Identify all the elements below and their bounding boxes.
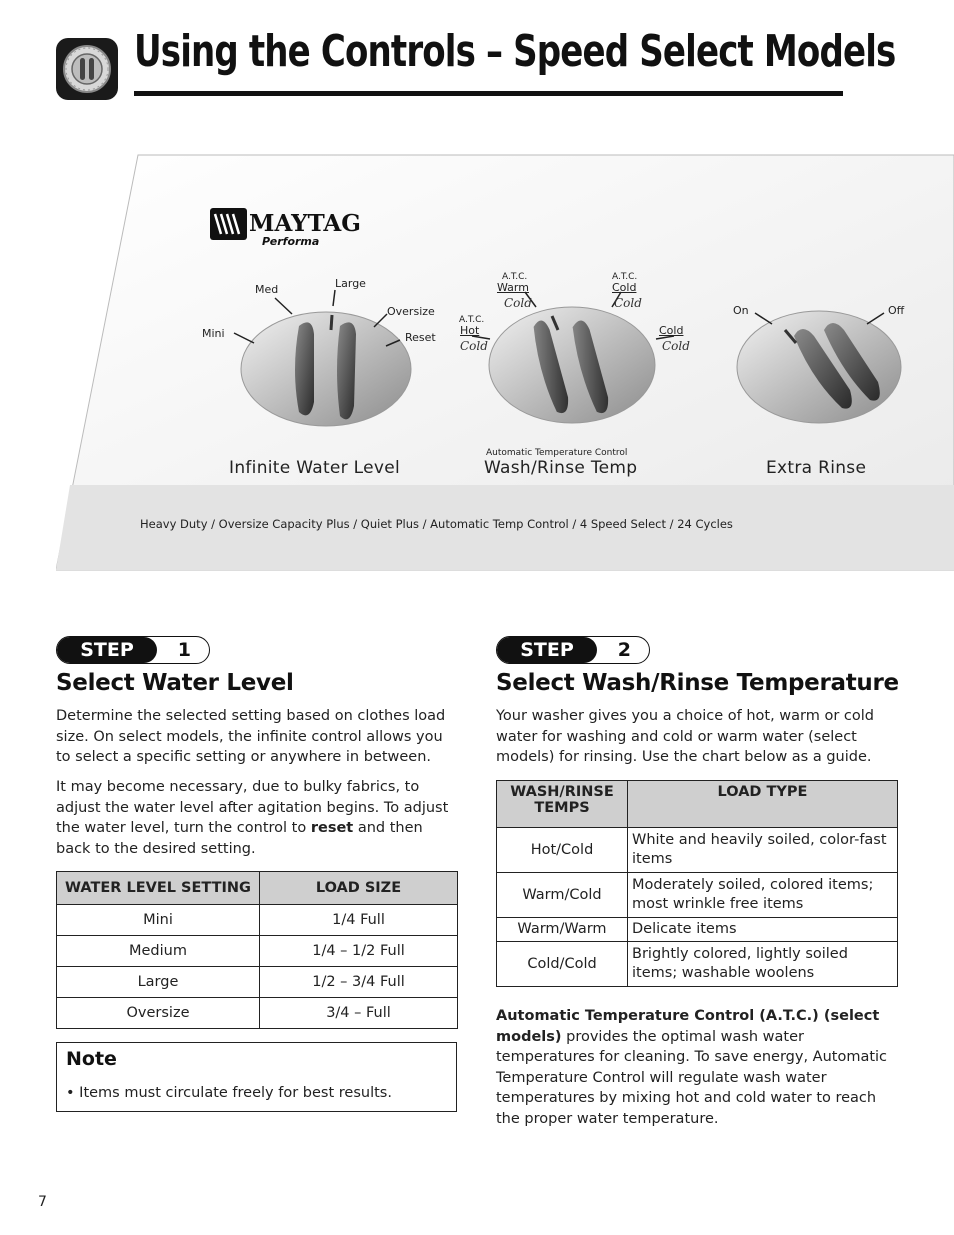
step1-word: STEP [57, 637, 157, 663]
table-row [497, 918, 898, 942]
table-header: LOAD TYPE [628, 781, 898, 828]
step1-number: 1 [177, 639, 191, 661]
table-cell: Cold/Cold [497, 942, 628, 987]
note-item: • Items must circulate freely for best results. [66, 1085, 392, 1101]
table-row [57, 905, 458, 936]
water-label-mini: Mini [202, 327, 225, 340]
step2-badge [496, 636, 650, 664]
step2-paragraph-1: Your washer gives you a choice of hot, warm or cold water for washing and cold or warm water (select models) for rinsing. Use the chart below as a guide. [496, 708, 875, 765]
atc-label-hot: A.T.C. [459, 315, 485, 325]
table-cell: 1/4 – 1/2 Full [260, 936, 458, 967]
table-header: LOAD SIZE [260, 872, 458, 905]
table-cell: Delicate items [628, 918, 898, 942]
washer-dial-icon [56, 38, 118, 100]
step2-word: STEP [497, 637, 597, 663]
step1-badge [56, 636, 210, 664]
water-label-med: Med [255, 283, 279, 296]
reset-emphasis: reset [310, 820, 354, 836]
table-cell: Medium [57, 936, 260, 967]
table-cell: 1/4 Full [260, 905, 458, 936]
table-cell: Oversize [57, 998, 260, 1029]
rinse-label-off: Off [888, 304, 905, 317]
step1-title: Select Water Level [56, 670, 294, 696]
atc-caption: Automatic Temperature Control [486, 448, 628, 458]
table-header-row [497, 781, 898, 828]
title-rule [134, 91, 843, 96]
table-row [57, 967, 458, 998]
water-label-reset: Reset [405, 331, 436, 344]
wash-rinse-table [496, 780, 898, 987]
table-cell: Warm/Cold [497, 873, 628, 918]
atc-emphasis: Automatic Temperature Control (A.T.C.) (select models) [496, 1008, 880, 1045]
atc-label-warm: A.T.C. [502, 272, 528, 282]
step2-title: Select Wash/Rinse Temperature [496, 670, 899, 696]
model-name: Performa [262, 235, 320, 248]
note-title: Note [66, 1048, 117, 1070]
step1-paragraph-1: Determine the selected setting based on clothes load size. On select models, the infinite control allows you to select a specific setting or anywhere in between. [56, 708, 446, 765]
rinse-label-on: On [733, 304, 749, 317]
table-row [497, 873, 898, 918]
table-row [497, 942, 898, 987]
table-cell: Brightly colored, lightly soiled items; washable woolens [628, 942, 898, 987]
atc-paragraph: Automatic Temperature Control (A.T.C.) (select models) provides the optimal wash water temperatures for cleaning. To save energy, Automatic Temperature Control will regulate wash water temperatures by mixing hot and cold water to reach the proper water temperature. [496, 1008, 888, 1127]
page-title: Using the Controls – Speed Select Models [134, 26, 896, 77]
temp-script-warm-cold: Cold [504, 296, 532, 310]
table-cell: Warm/Warm [497, 918, 628, 942]
temp-label-warm: Warm [497, 281, 529, 294]
table-row [57, 936, 458, 967]
step2-number: 2 [617, 639, 631, 661]
temp-label-cold-right: Cold [659, 324, 684, 337]
temp-script-cold-right: Cold [662, 339, 690, 353]
water-label-large: Large [335, 277, 366, 290]
step1-paragraph-2: It may become necessary, due to bulky fabrics, to adjust the water level after agitation begins. To adjust the water level, turn the control to reset and then back to the desired setting. [56, 779, 449, 857]
table-cell: Large [57, 967, 260, 998]
atc-label-cold: A.T.C. [612, 272, 638, 282]
note-box [56, 1042, 457, 1112]
table-row [497, 828, 898, 873]
table-header: WASH/RINSE TEMPS [497, 781, 628, 828]
table-cell: Mini [57, 905, 260, 936]
rinse-dial-title: Extra Rinse [766, 458, 867, 478]
brand-name: MAYTAG [249, 210, 361, 237]
temp-label-cold: Cold [612, 281, 637, 294]
table-cell: Moderately soiled, colored items; most wrinkle free items [628, 873, 898, 918]
water-dial-title: Infinite Water Level [229, 458, 401, 478]
table-cell: 1/2 – 3/4 Full [260, 967, 458, 998]
table-row [57, 998, 458, 1029]
page-number: 7 [38, 1194, 47, 1210]
control-panel-illustration [56, 150, 954, 575]
table-header-row [57, 872, 458, 905]
feature-list: Heavy Duty / Oversize Capacity Plus / Quiet Plus / Automatic Temp Control / 4 Speed Select / 24 Cycles [140, 517, 733, 531]
table-cell: 3/4 – Full [260, 998, 458, 1029]
temp-script-hot-cold: Cold [460, 339, 488, 353]
water-level-table [56, 871, 458, 1029]
table-cell: White and heavily soiled, color-fast items [628, 828, 898, 873]
temp-script-cold-cold: Cold [614, 296, 642, 310]
table-cell: Hot/Cold [497, 828, 628, 873]
water-label-oversize: Oversize [387, 305, 435, 318]
temp-dial-title: Wash/Rinse Temp [484, 458, 638, 478]
temp-label-hot: Hot [460, 324, 480, 337]
maytag-logo-mark [210, 208, 247, 240]
table-header: WATER LEVEL SETTING [57, 872, 260, 905]
